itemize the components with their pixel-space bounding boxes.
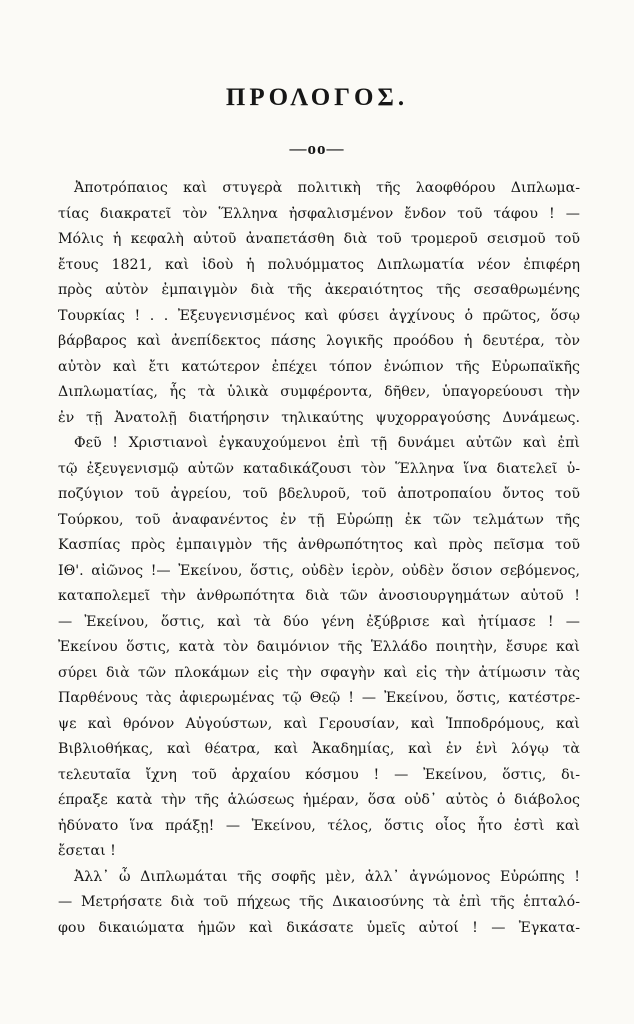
- body-text: [58, 176, 580, 941]
- text-line: Ἀλλ᾽ ὦ Διπλωμάται τῆς σοφῆς μὲν, ἀλλ᾽ ἀγνώμονος Εὐρώπης !: [74, 868, 580, 885]
- text-line: — Μετρήσατε διὰ τοῦ πήχεως τῆς Δικαιοσύνης τὰ ἐπὶ τῆς ἑπταλό-: [58, 894, 580, 910]
- text-line: ψε καὶ θρόνον Αὐγούστων, καὶ Γερουσίαν, καὶ Ἱπποδρόμους, καὶ: [58, 715, 580, 732]
- text-line: Τουρκίας ! . . Ἐξευγενισμένος καὶ φύσει ἀγχίνους ὁ πρῶτος, ὅσῳ: [58, 307, 580, 324]
- text-line: Κασπίας πρὸς ἐμπαιγμὸν τῆς ἀνθρωπότητος καὶ πρὸς πεῖσμα τοῦ: [58, 537, 580, 553]
- text-line: έπραξε κατὰ τὴν τῆς ἁλώσεως ἡμέραν, ὅσα οὐδ᾽ αὐτὸς ὁ διάβολος: [58, 792, 580, 808]
- text-line: ΙΘ'. αἰῶνος !— Ἐκείνου, ὅστις, οὐδὲν ἱερὸν, οὐδὲν ὅσιον σεβόμενος,: [58, 562, 580, 579]
- text-line: φου δικαιώματα ἡμῶν καὶ δικάσατε ὑμεῖς αὐτοί ! — Ἐγκατα-: [58, 919, 580, 936]
- text-line: Διπλωματίας, ἧς τὰ ὑλικὰ συμφέροντα, δῆθεν, ὑπαγορεύουσι τὴν: [58, 384, 580, 400]
- text-line: Μόλις ἡ κεφαλὴ αὐτοῦ ἀναπετάσθη διὰ τοῦ τρομεροῦ σεισμοῦ τοῦ: [58, 231, 580, 247]
- text-line: Τούρκου, τοῦ ἀναφανέντος ἐν τῇ Εὐρώπῃ ἐκ τῶν τελμάτων τῆς: [58, 511, 580, 528]
- chapter-title: ΠΡΟΛΟΓΟΣ.: [225, 84, 409, 111]
- text-line: τῷ ἐξευγενισμῷ αὐτῶν καταδικάζουσι τὸν Ἕλληνα ἵνα διατελεῖ ὑ-: [58, 460, 580, 477]
- text-line: Ἀποτρόπαιος καὶ στυγερὰ πολιτικὴ τῆς λαοφθόρου Διπλωμα-: [74, 180, 580, 196]
- text-line: — Ἐκείνου, ὅστις, καὶ τὰ δύο γένη ἐξύβρισε καὶ ἠτίμασε ! —: [58, 613, 580, 630]
- text-line: ποζύγιον τοῦ ἀγρείου, τοῦ βδελυροῦ, τοῦ ἀποτροπαίου ὄντος τοῦ: [58, 486, 580, 502]
- text-line: Φεῦ ! Χριστιανοὶ ἐγκαυχούμενοι ἐπὶ τῇ δυνάμει αὐτῶν καὶ ἐπὶ: [74, 435, 580, 451]
- title-ornament: —οο—: [289, 139, 345, 158]
- text-line: ἔτους 1821, καὶ ἰδοὺ ἡ πολυόμματος Διπλωματία νέον ἐπιφέρη: [58, 256, 580, 273]
- text-line: ἔσεται !: [58, 843, 116, 859]
- text-line: Παρθένους τὰς ἀφιερωμένας τῷ Θεῷ ! — Ἐκείνου, ὅστις, κατέστρε-: [58, 690, 580, 706]
- text-line: τίας διακρατεῖ τὸν Ἕλληνα ἠσφαλισμένον ἔνδον τοῦ τάφου ! —: [58, 205, 580, 222]
- text-line: τελευταῖα ἴχνη τοῦ ἀρχαίου κόσμου ! — Ἐκείνου, ὅστις, δι-: [58, 766, 580, 783]
- text-line: ἠδύνατο ἵνα πράξῃ! — Ἐκείνου, τέλος, ὅστις οἷος ἦτο ἐστὶ καὶ: [58, 817, 580, 834]
- text-line: Ἐκείνου ὅστις, κατὰ τὸν δαιμόνιον τῆς Ἑλλάδο ποιητὴν, ἔσυρε καὶ: [58, 639, 580, 655]
- text-line: καταπολεμεῖ τὴν ἀνθρωπότητα διὰ τῶν ἀνοσιουργημάτων αὐτοῦ !: [58, 588, 580, 604]
- text-line: αὐτὸν καὶ ἔτι κατώτερον ἐπέχει τόπον ἐνώπιον τῆς Εὐρωπαϊκῆς: [58, 358, 580, 375]
- text-line: βάρβαρος καὶ ἀνεπίδεκτος πάσης λογικῆς προόδου ἡ δευτέρα, τὸν: [58, 333, 580, 349]
- text-line: πρὸς αὐτὸν ἐμπαιγμὸν διὰ τῆς ἀκεραιότητος τῆς σεσαθρωμένης: [58, 282, 580, 298]
- text-line: ἐν τῇ Ἀνατολῇ διατήρησιν τηλικαύτης ψυχορραγούσης Δυνάμεως.: [58, 409, 580, 426]
- text-line: Βιβλιοθήκας, καὶ θέατρα, καὶ Ἀκαδημίας, καὶ ἐν ἑνὶ λόγῳ τὰ: [58, 741, 580, 757]
- text-line: σύρει διὰ τῶν πλοκάμων εἰς τὴν σφαγὴν καὶ εἰς τὴν ἀτίμωσιν τὰς: [58, 664, 580, 681]
